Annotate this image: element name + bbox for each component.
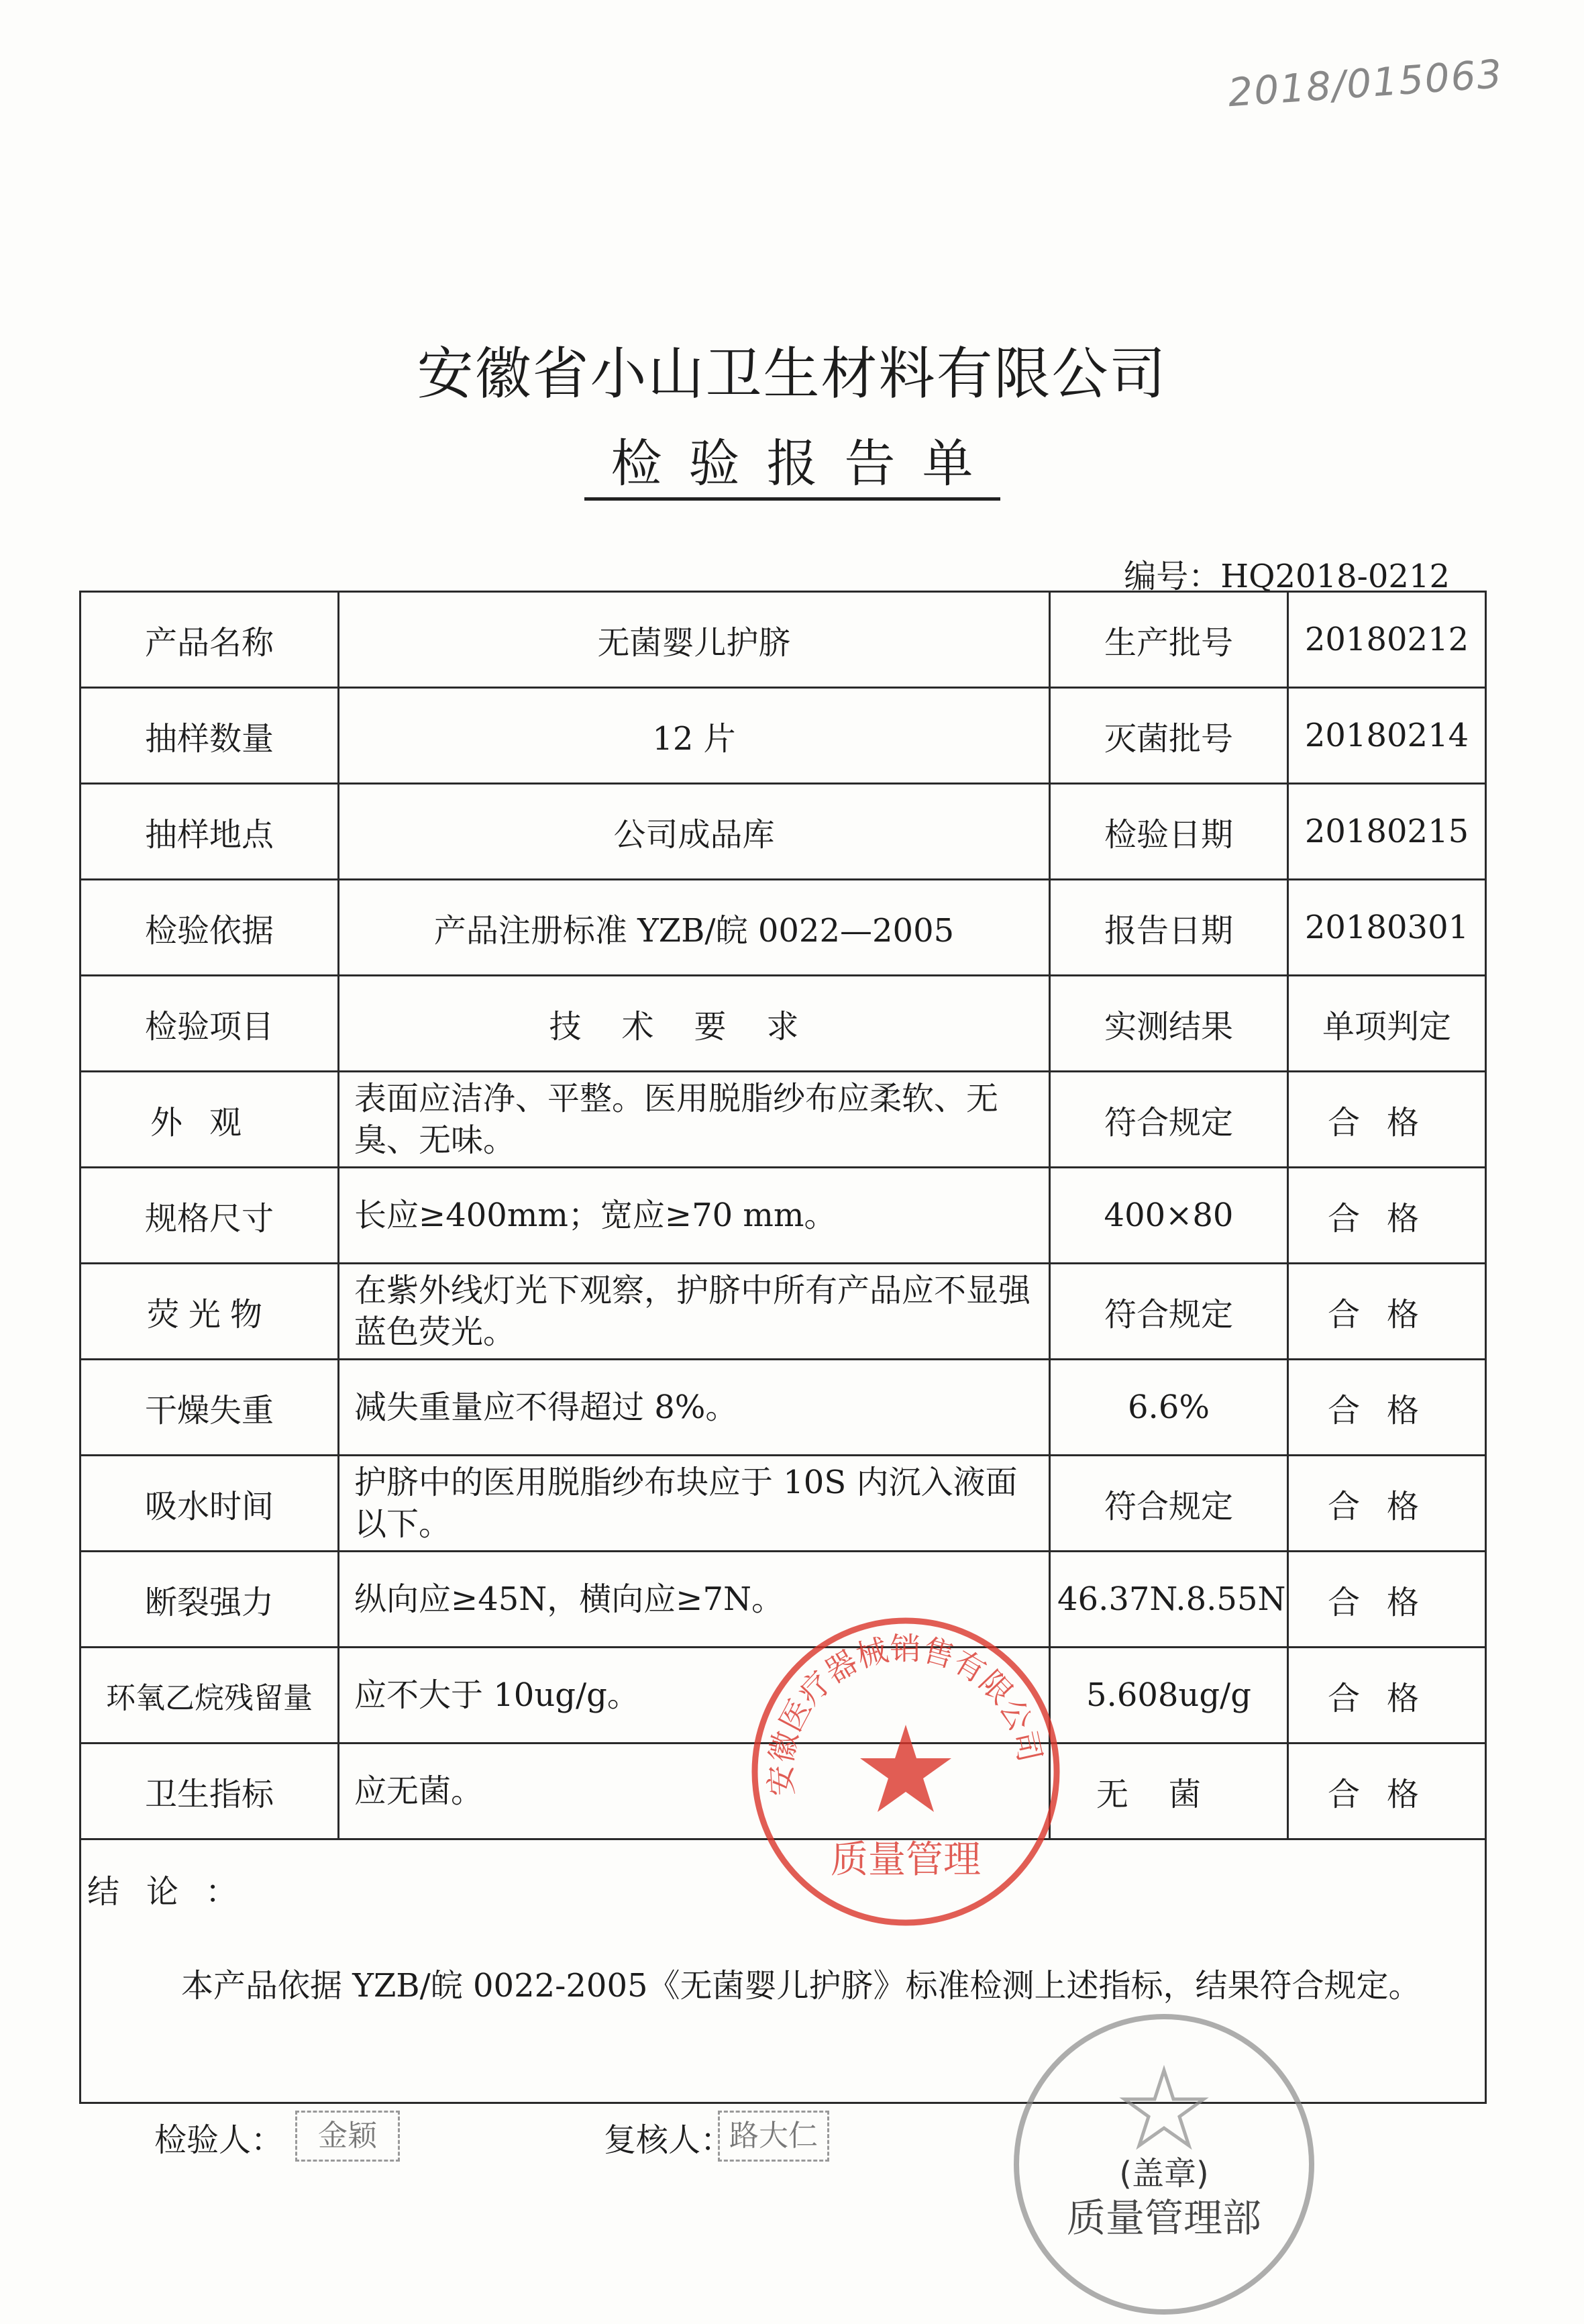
info-value-2: 20180215 (1288, 784, 1486, 880)
seal-dept: 质量管理部 (1066, 2195, 1262, 2241)
test-verdict: 合格 (1288, 1168, 1486, 1264)
test-result: 400×80 (1050, 1168, 1288, 1264)
red-company-seal (745, 1611, 1067, 1933)
inspector-label: 检验人： (154, 2121, 284, 2159)
document-title (0, 423, 1584, 496)
test-result: 46.37N.8.55N (1050, 1552, 1288, 1648)
reviewer-signature-stamp: 路大仁 (718, 2111, 829, 2162)
info-value-2: 20180301 (1288, 880, 1486, 976)
info-label-2: 检验日期 (1050, 784, 1288, 880)
test-result: 无菌 (1050, 1744, 1288, 1839)
report-number-value: HQ2018-0212 (1220, 558, 1450, 595)
company-name: 安徽省小山卫生材料有限公司 (417, 341, 1167, 407)
test-result: 符合规定 (1050, 1072, 1288, 1168)
header-result: 实测结果 (1050, 976, 1288, 1072)
conclusion-text: 本产品依据 YZB/皖 0022-2005《无菌婴儿护脐》标准检测上述指标，结果符合规定。 (181, 1967, 1421, 2005)
seal-dept-text: 质量管理 (831, 1838, 981, 1882)
test-result: 符合规定 (1050, 1264, 1288, 1360)
test-result: 6.6% (1050, 1360, 1288, 1456)
report-number (1124, 550, 1450, 597)
info-label-2: 生产批号 (1050, 592, 1288, 688)
info-value-2: 20180212 (1288, 592, 1486, 688)
info-row (81, 784, 1486, 880)
test-requirement: 应无菌。 (339, 1744, 1050, 1839)
test-verdict: 合格 (1288, 1744, 1486, 1839)
test-item: 吸水时间 (81, 1456, 339, 1552)
header-item: 检验项目 (81, 976, 339, 1072)
test-requirement: 减失重量应不得超过 8%。 (339, 1360, 1050, 1456)
test-item: 干燥失重 (81, 1360, 339, 1456)
info-label: 检验依据 (81, 880, 339, 976)
info-value-2: 20180214 (1288, 688, 1486, 784)
gray-department-seal (1006, 2007, 1322, 2322)
conclusion-label: 结论： (87, 1873, 265, 1911)
test-item: 外观 (81, 1072, 339, 1168)
info-label-2: 灭菌批号 (1050, 688, 1288, 784)
test-verdict: 合格 (1288, 1072, 1486, 1168)
info-label: 产品名称 (81, 592, 339, 688)
test-row (81, 1456, 1486, 1552)
info-value: 12 片 (339, 688, 1050, 784)
test-result: 5.608ug/g (1050, 1648, 1288, 1744)
info-value: 公司成品库 (339, 784, 1050, 880)
test-result: 符合规定 (1050, 1456, 1288, 1552)
test-requirement: 应不大于 10ug/g。 (339, 1648, 1050, 1744)
header-row (81, 976, 1486, 1072)
info-value: 无菌婴儿护脐 (339, 592, 1050, 688)
info-label-2: 报告日期 (1050, 880, 1288, 976)
test-verdict: 合格 (1288, 1360, 1486, 1456)
info-row (81, 592, 1486, 688)
seal-text: (盖章) (1119, 2155, 1209, 2192)
seal-outer-text: 安徽医疗器械销售有限公司 (762, 1630, 1049, 1797)
info-row (81, 880, 1486, 976)
info-row (81, 688, 1486, 784)
test-row (81, 1264, 1486, 1360)
info-label: 抽样数量 (81, 688, 339, 784)
info-label: 抽样地点 (81, 784, 339, 880)
info-value: 产品注册标准 YZB/皖 0022—2005 (339, 880, 1050, 976)
test-row (81, 1168, 1486, 1264)
test-requirement: 护脐中的医用脱脂纱布块应于 10S 内沉入液面以下。 (339, 1456, 1050, 1552)
test-item: 断裂强力 (81, 1552, 339, 1648)
document-title-text: 检验报告单 (584, 434, 1000, 501)
test-item: 卫生指标 (81, 1744, 339, 1839)
test-row (81, 1072, 1486, 1168)
test-item: 环氧乙烷残留量 (81, 1648, 339, 1744)
test-requirement: 表面应洁净、平整。医用脱脂纱布应柔软、无臭、无味。 (339, 1072, 1050, 1168)
header-requirement: 技术要求 (339, 976, 1050, 1072)
test-verdict: 合格 (1288, 1264, 1486, 1360)
test-verdict: 合格 (1288, 1648, 1486, 1744)
header-verdict: 单项判定 (1288, 976, 1486, 1072)
test-row (81, 1360, 1486, 1456)
inspector-signature-stamp: 金颖 (295, 2111, 400, 2162)
test-requirement: 长应≥400mm；宽应≥70 mm。 (339, 1168, 1050, 1264)
test-verdict: 合格 (1288, 1552, 1486, 1648)
gray-seal-star-icon (1124, 2070, 1204, 2145)
test-item: 规格尺寸 (81, 1168, 339, 1264)
handwritten-code: 2018/015063 (1226, 50, 1505, 116)
seal-star-icon (860, 1725, 951, 1812)
test-requirement: 在紫外线灯光下观察，护脐中所有产品应不显强蓝色荧光。 (339, 1264, 1050, 1360)
test-requirement: 纵向应≥45N，横向应≥7N。 (339, 1552, 1050, 1648)
test-verdict: 合格 (1288, 1456, 1486, 1552)
reviewer-label: 复核人： (604, 2121, 733, 2159)
test-item: 荧光物 (81, 1264, 339, 1360)
report-number-label: 编号： (1124, 558, 1221, 595)
